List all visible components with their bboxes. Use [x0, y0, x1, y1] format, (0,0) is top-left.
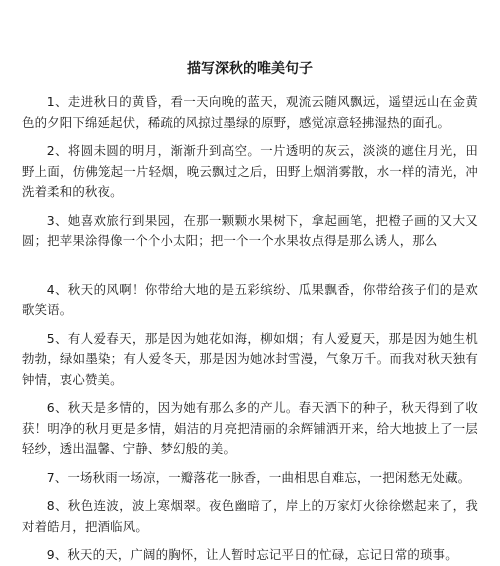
paragraph-3: 3、她喜欢旅行到果园，在那一颗颗水果树下，拿起画笔，把橙子画的又大又圆；把苹果涂得像一个个小太阳；把一个一个水果妆点得是那么诱人，那么 [22, 212, 478, 248]
paragraph-1: 1、走进秋日的黄昏，看一天向晚的蓝天，观流云随风飘远，遥望远山在金黄色的夕阳下绵延起伏，稀疏的风掠过墨绿的原野，感觉凉意轻拂湿热的面孔。 [22, 94, 478, 130]
paragraph-8: 8、秋色连波，波上寒烟翠。夜色幽暗了，岸上的万家灯火徐徐燃起来了，我对着皓月，把酒临风。 [22, 498, 478, 534]
paragraph-4: 4、秋天的风啊！你带给大地的是五彩缤纷、瓜果飘香，你带给孩子们的是欢歌笑语。 [22, 281, 478, 317]
paragraph-5: 5、有人爱春天，那是因为她花如海，柳如烟；有人爱夏天，那是因为她生机勃勃，绿如墨染；有人爱冬天，那是因为她冰封雪漫，气象万千。而我对秋天独有钟情，衷心赞美。 [22, 330, 478, 387]
article-title: 描写深秋的唯美句子 [187, 61, 313, 77]
paragraph-2: 2、将圆未圆的明月，渐渐升到高空。一片透明的灰云，淡淡的遮住月光，田野上面，仿佛笼起一片轻烟，晚云飘过之后，田野上烟消雾散，水一样的清光，冲洗着柔和的秋夜。 [22, 143, 478, 199]
paragraph-7: 7、一场秋雨一场凉，一瓣落花一脉香，一曲相思自难忘，一把闲愁无处藏。 [46, 469, 471, 485]
paragraph-6: 6、秋天是多情的，因为她有那么多的产儿。春天洒下的种子，秋天得到了收获！明净的秋月更是多情，娟洁的月亮把清丽的余辉铺洒开来，给大地披上了一层轻纱，透出温馨、宁静、梦幻般的美。 [22, 400, 478, 456]
paragraph-9: 9、秋天的天，广阔的胸怀，让人暂时忘记平日的忙碌，忘记日常的琐事。 [46, 547, 458, 562]
